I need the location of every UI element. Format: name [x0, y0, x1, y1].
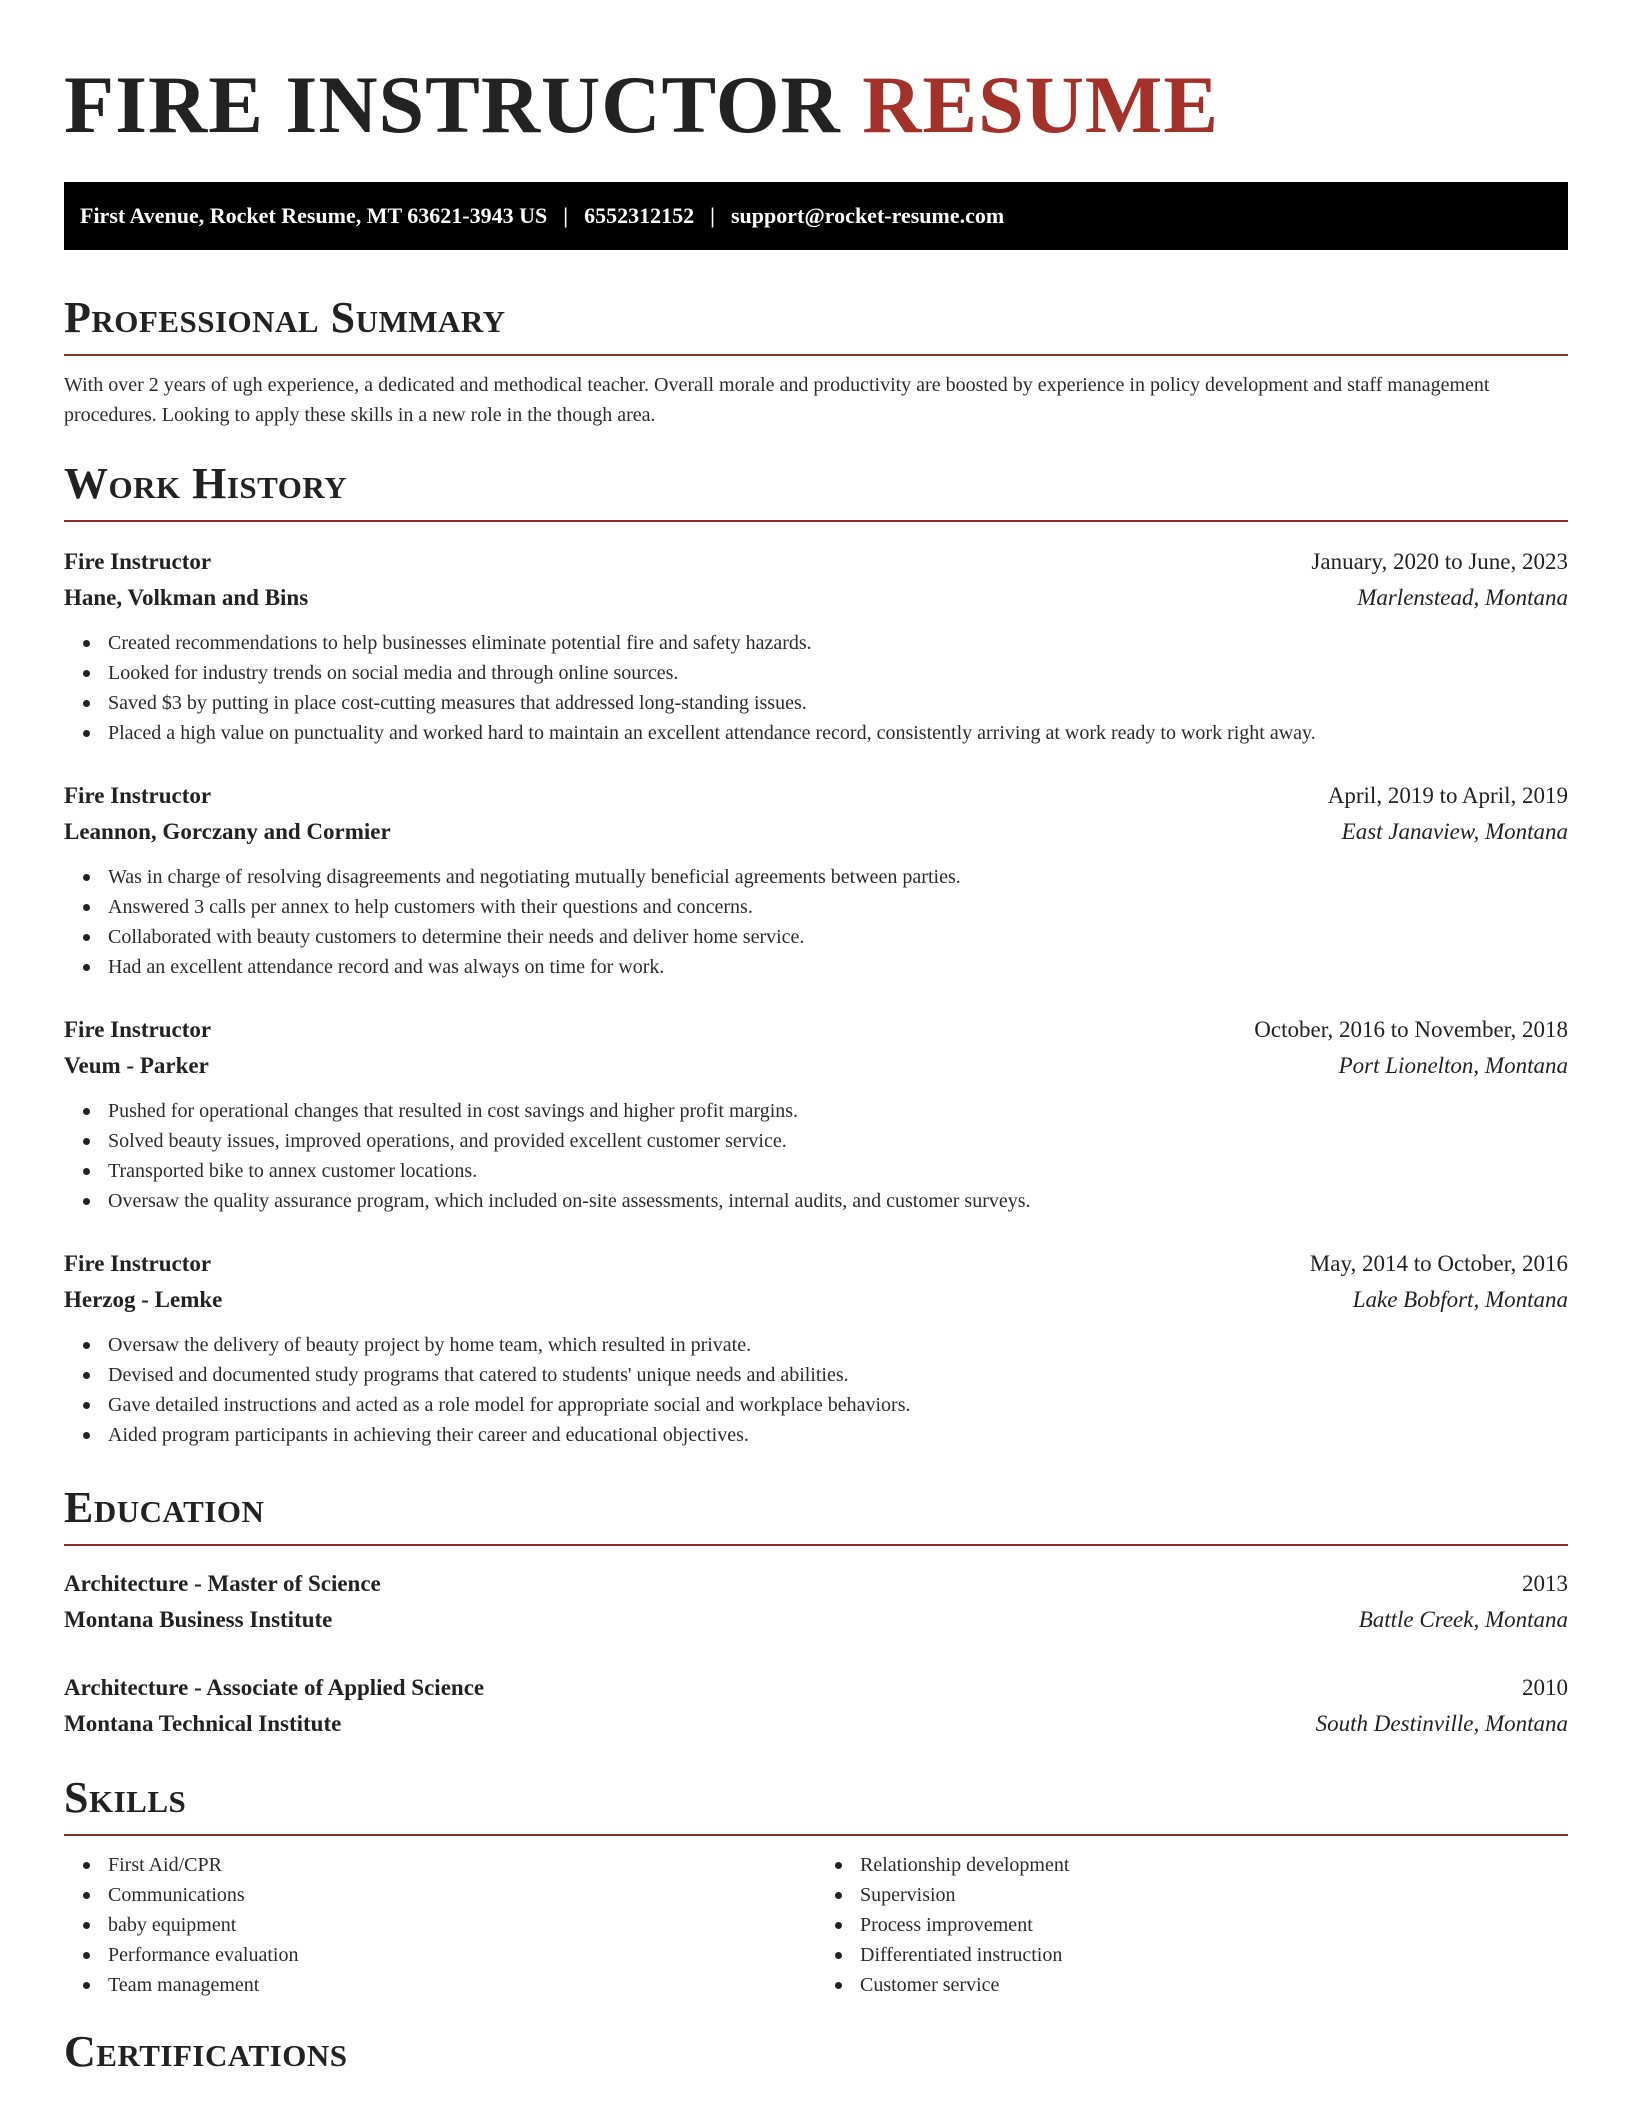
education-location: Battle Creek, Montana	[1358, 1607, 1568, 1632]
skill-item: Relationship development	[860, 1850, 1568, 1880]
job-company: Hane, Volkman and Bins	[64, 585, 309, 610]
section-divider	[64, 1834, 1568, 1836]
skills-list-right	[816, 1850, 1568, 2000]
skill-item: Supervision	[860, 1880, 1568, 1910]
job-company-row	[64, 580, 1568, 616]
job-bullet: Looked for industry trends on social media and through online sources.	[108, 658, 1568, 688]
job-company: Veum - Parker	[64, 1053, 209, 1078]
job-bullet: Collaborated with beauty customers to determine their needs and deliver home service.	[108, 922, 1568, 952]
education-degree-row	[64, 1566, 1568, 1602]
skills-section	[64, 1772, 1568, 2000]
section-divider	[64, 1544, 1568, 1546]
skill-item: First Aid/CPR	[108, 1850, 816, 1880]
education-degree: Architecture - Master of Science	[64, 1571, 381, 1596]
title-main: FIRE INSTRUCTOR	[64, 59, 841, 150]
job-location: Lake Bobfort, Montana	[1352, 1287, 1568, 1312]
skill-item: Communications	[108, 1880, 816, 1910]
job-title: Fire Instructor	[64, 1251, 212, 1276]
job-dates: January, 2020 to June, 2023	[1311, 549, 1568, 574]
job-bullets	[64, 628, 1568, 748]
contact-separator: |	[563, 203, 569, 228]
summary-section	[64, 292, 1568, 430]
job-bullet: Had an excellent attendance record and was always on time for work.	[108, 952, 1568, 982]
certifications-section	[64, 2026, 1568, 2078]
contact-email[interactable]: support@rocket-resume.com	[730, 203, 1005, 228]
job-bullet: Solved beauty issues, improved operations, and provided excellent customer service.	[108, 1126, 1568, 1156]
section-heading-certifications: Certifications	[64, 2027, 348, 2076]
skill-item: Team management	[108, 1970, 816, 2000]
job-dates: October, 2016 to November, 2018	[1254, 1017, 1568, 1042]
job-bullet: Answered 3 calls per annex to help customers with their questions and concerns.	[108, 892, 1568, 922]
education-school-row	[64, 1602, 1568, 1638]
job-bullet: Pushed for operational changes that resulted in cost savings and higher profit margins.	[108, 1096, 1568, 1126]
job-location: Port Lionelton, Montana	[1338, 1053, 1568, 1078]
section-heading-education: Education	[64, 1483, 265, 1532]
contact-separator: |	[710, 203, 715, 228]
job-entry	[64, 778, 1568, 982]
education-school: Montana Technical Institute	[64, 1711, 342, 1736]
skills-list-left	[64, 1850, 816, 2000]
job-title: Fire Instructor	[64, 1017, 212, 1042]
job-company-row	[64, 814, 1568, 850]
section-heading-summary: Professional Summary	[64, 293, 506, 342]
job-company: Leannon, Gorczany and Cormier	[64, 819, 391, 844]
skill-item: Differentiated instruction	[860, 1940, 1568, 1970]
work-history-section	[64, 458, 1568, 1450]
education-entry	[64, 1670, 1568, 1742]
education-degree: Architecture - Associate of Applied Science	[64, 1675, 485, 1700]
summary-text: With over 2 years of ugh experience, a dedicated and methodical teacher. Overall morale and productivity are boosted by experience in policy development and staff management procedures. Looking to apply these skills in a new role in the though area.	[64, 374, 1490, 426]
job-bullet: Oversaw the delivery of beauty project by home team, which resulted in private.	[108, 1330, 1568, 1360]
contact-address: First Avenue, Rocket Resume, MT 63621-3943 US	[80, 203, 548, 228]
education-year: 2010	[1522, 1675, 1568, 1700]
skill-item: Process improvement	[860, 1910, 1568, 1940]
education-entry	[64, 1566, 1568, 1638]
contact-phone[interactable]: 6552312152	[584, 203, 695, 228]
title-accent: RESUME	[862, 59, 1220, 150]
job-header-row	[64, 544, 1568, 580]
job-entry	[64, 1012, 1568, 1216]
job-dates: May, 2014 to October, 2016	[1309, 1251, 1568, 1276]
job-bullet: Was in charge of resolving disagreements and negotiating mutually beneficial agreements between parties.	[108, 862, 1568, 892]
job-header-row	[64, 1246, 1568, 1282]
skill-item: Customer service	[860, 1970, 1568, 2000]
skill-item: baby equipment	[108, 1910, 816, 1940]
section-divider	[64, 520, 1568, 522]
job-entry	[64, 1246, 1568, 1450]
contact-bar	[64, 182, 1568, 250]
job-location: Marlenstead, Montana	[1357, 585, 1568, 610]
job-bullets	[64, 1330, 1568, 1450]
job-bullet: Placed a high value on punctuality and worked hard to maintain an excellent attendance record, consistently arriving at work ready to work right away.	[108, 718, 1568, 748]
job-bullet: Devised and documented study programs that catered to students' unique needs and abilities.	[108, 1360, 1568, 1390]
resume-title	[64, 50, 1568, 160]
job-company: Herzog - Lemke	[64, 1287, 223, 1312]
job-title: Fire Instructor	[64, 549, 212, 574]
job-bullet: Oversaw the quality assurance program, which included on-site assessments, internal audits, and customer surveys.	[108, 1186, 1568, 1216]
education-school-row	[64, 1706, 1568, 1742]
section-heading-work-history: Work History	[64, 459, 348, 508]
job-company-row	[64, 1048, 1568, 1084]
education-section	[64, 1482, 1568, 1742]
job-company-row	[64, 1282, 1568, 1318]
job-bullet: Transported bike to annex customer locations.	[108, 1156, 1568, 1186]
job-bullets	[64, 1096, 1568, 1216]
job-bullet: Created recommendations to help businesses eliminate potential fire and safety hazards.	[108, 628, 1568, 658]
section-divider	[64, 354, 1568, 356]
job-title: Fire Instructor	[64, 783, 212, 808]
job-dates: April, 2019 to April, 2019	[1327, 783, 1568, 808]
job-bullets	[64, 862, 1568, 982]
skill-item: Performance evaluation	[108, 1940, 816, 1970]
job-header-row	[64, 778, 1568, 814]
job-bullet: Saved $3 by putting in place cost-cutting measures that addressed long-standing issues.	[108, 688, 1568, 718]
education-degree-row	[64, 1670, 1568, 1706]
job-bullet: Gave detailed instructions and acted as a role model for appropriate social and workplace behaviors.	[108, 1390, 1568, 1420]
education-school: Montana Business Institute	[64, 1607, 333, 1632]
education-year: 2013	[1522, 1571, 1568, 1596]
education-location: South Destinville, Montana	[1315, 1711, 1568, 1736]
section-heading-skills: Skills	[64, 1773, 187, 1822]
job-bullet: Aided program participants in achieving their career and educational objectives.	[108, 1420, 1568, 1450]
job-header-row	[64, 1012, 1568, 1048]
job-location: East Janaview, Montana	[1341, 819, 1568, 844]
skills-grid	[64, 1850, 1568, 2000]
job-entry	[64, 544, 1568, 748]
